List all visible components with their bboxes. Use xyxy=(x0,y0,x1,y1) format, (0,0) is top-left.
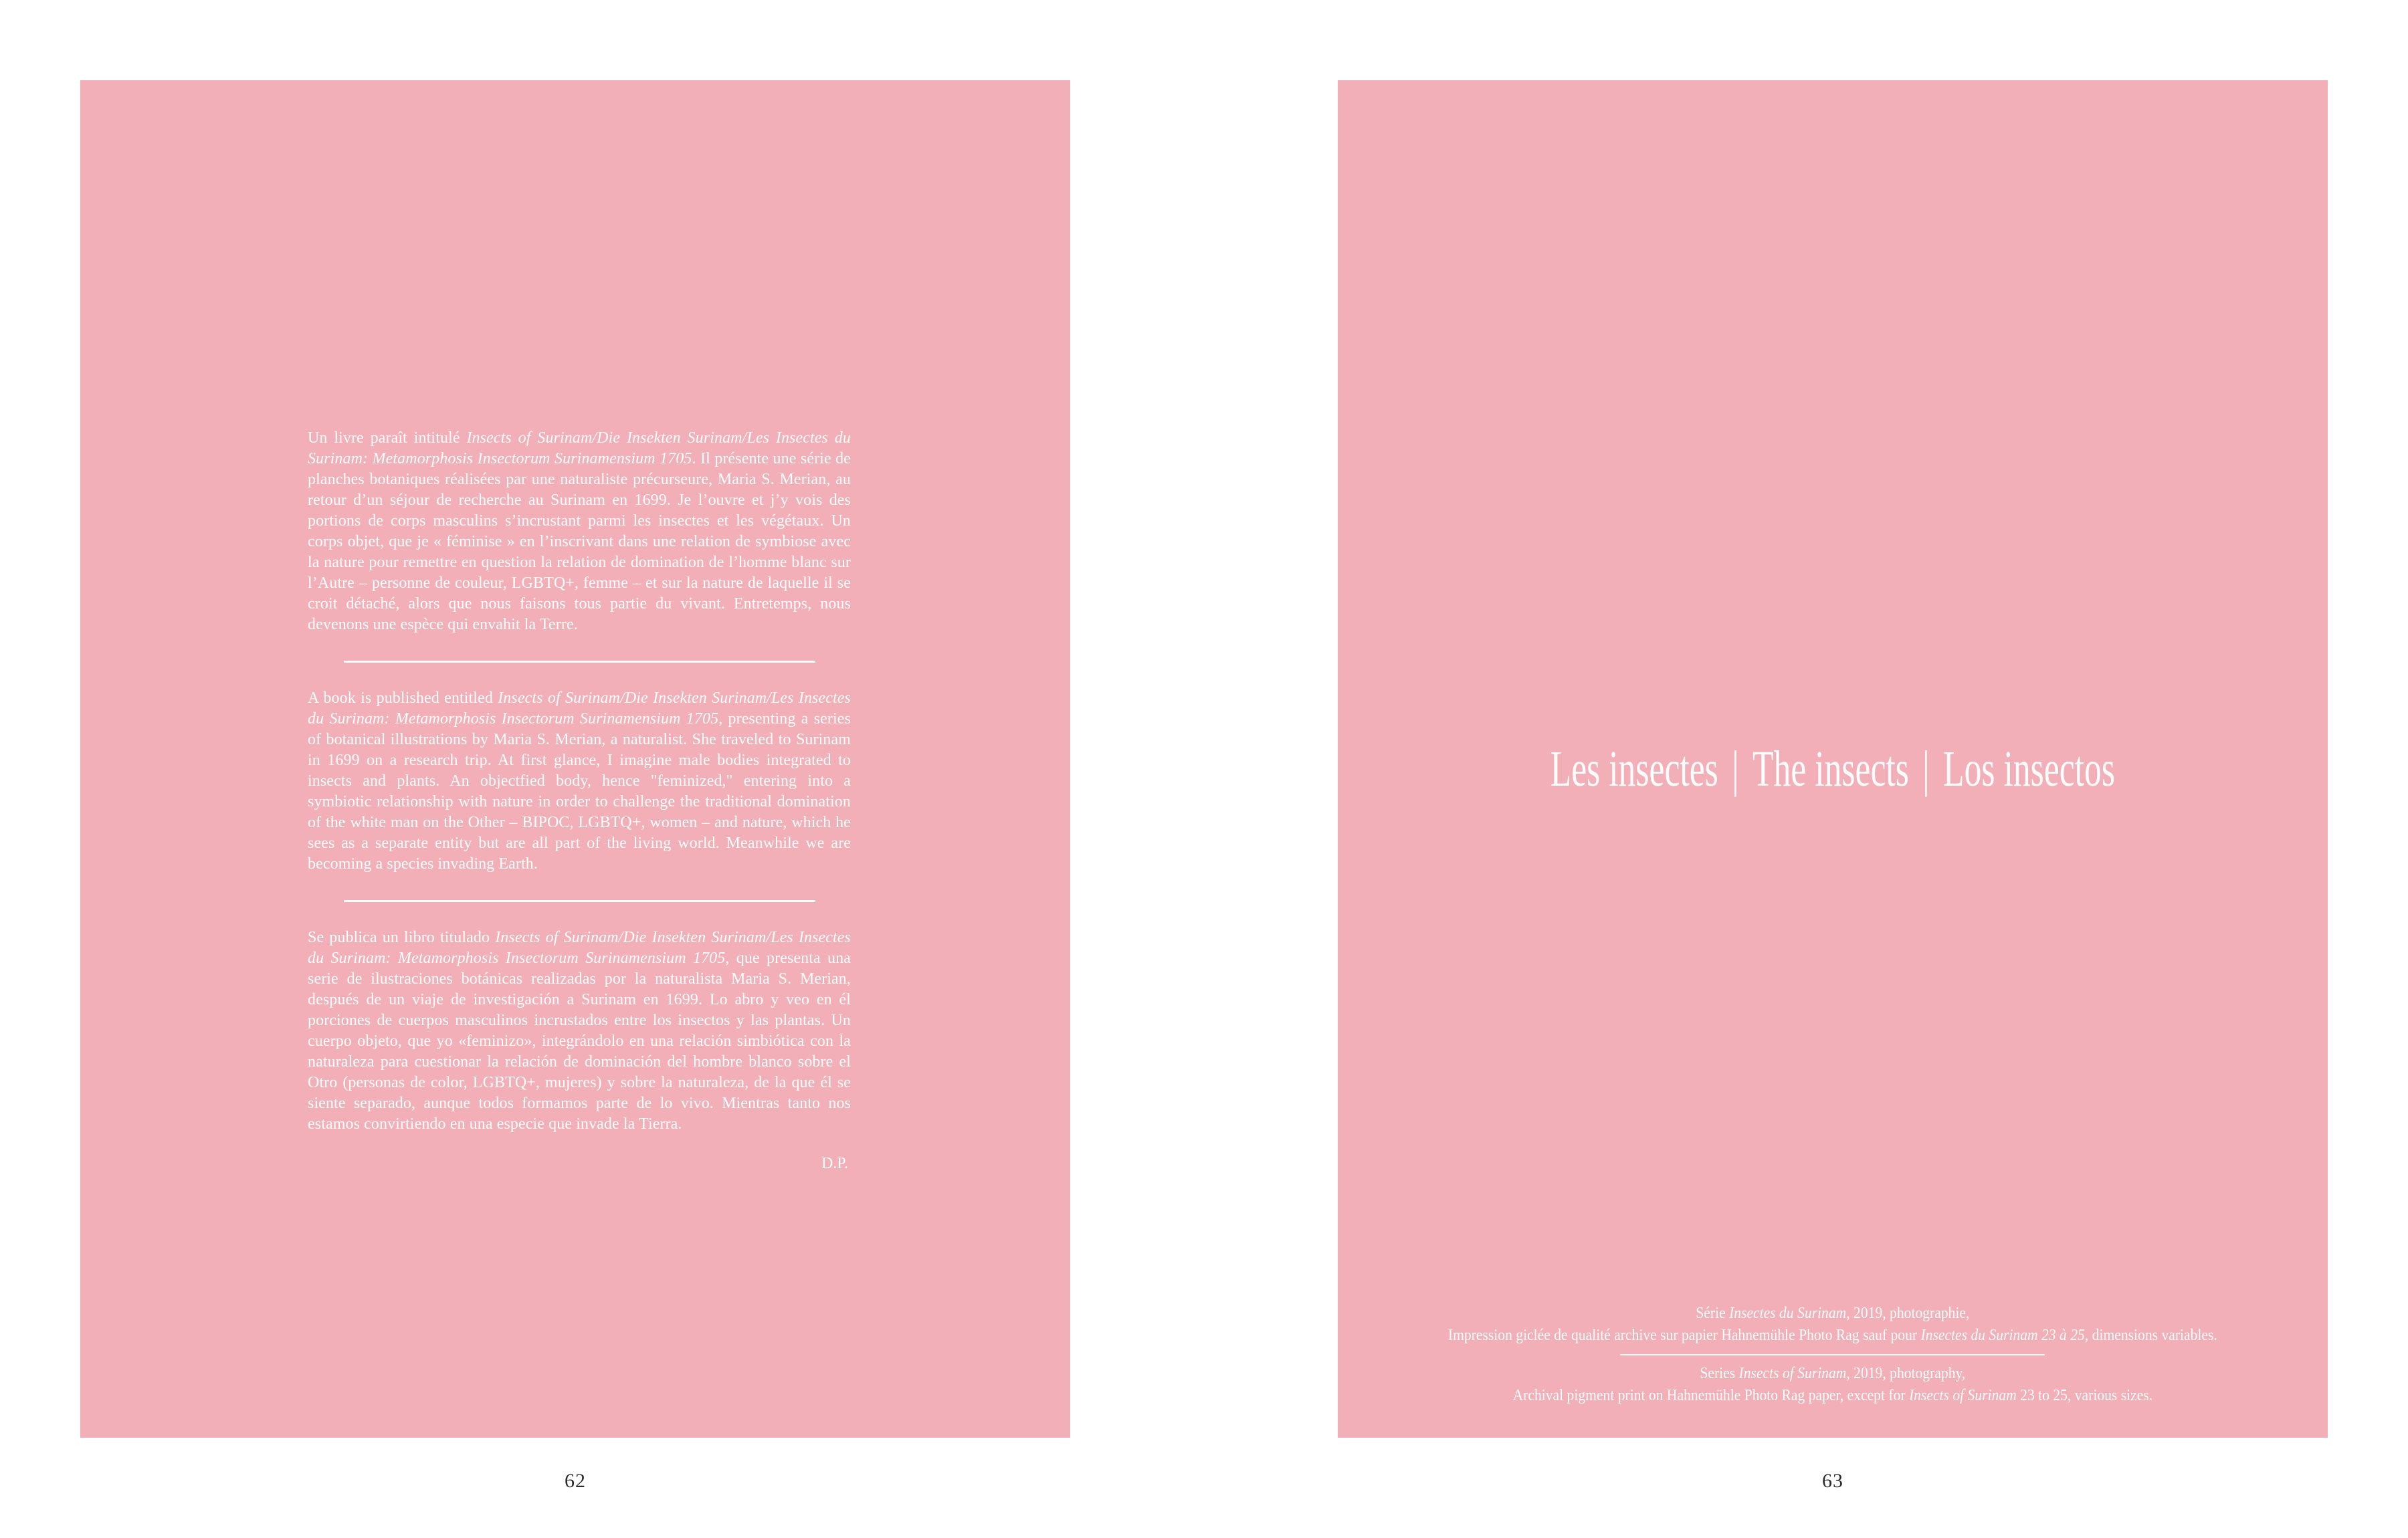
paragraph-spanish: Se publica un libro titulado Insects of Surinam/Die Insekten Surinam/Les Insectes du Surinam: Metamorphosis Insectorum Surinamensium 1705, que presenta una serie de ilustraciones botánicas realizadas por la naturalista Maria S. Merian, después de un viaje de investigación a Surinam en 1699. Lo abro y veo en él porciones de cuerpos masculinos incrustados entre los insectos y las plantas. Un cuerpo objeto, que yo «feminizo», integrándolo en una relación simbiótica con la naturaleza para cuestionar la relación de dominación del hombre blanco sobre el Otro (personas de color, LGBTQ+, mujeres) y sobre la naturaleza, de la que él se siente separado, aunque todos formamos parte de lo vivo. Mientras tanto nos estamos convirtiendo en una especie que invade la Tierra. xyxy=(308,929,851,1133)
series-caption-text xyxy=(1448,1303,2217,1407)
series-caption xyxy=(1338,1303,2328,1407)
title-separator-bar: | xyxy=(1732,741,1739,797)
caption-english-line2: Archival pigment print on Hahnemühle Photo Rag paper, except for Insects of Surinam 23 to 25, various sizes. xyxy=(1512,1387,2153,1404)
title-french: Les insectes xyxy=(1550,741,1718,797)
title-english: The insects xyxy=(1752,741,1910,797)
caption-french-line1: Série Insectes du Surinam, 2019, photographie, xyxy=(1696,1305,1970,1322)
title-spanish: Los insectos xyxy=(1943,741,2116,797)
page-number-right: 63 xyxy=(1822,1470,1843,1492)
caption-french-line2: Impression giclée de qualité archive sur papier Hahnemühle Photo Rag sauf pour Insectes du Surinam 23 à 25, dimensions variables. xyxy=(1448,1327,2217,1344)
chapter-title-text xyxy=(1550,732,2115,806)
paragraph-english: A book is published entitled Insects of Surinam/Die Insekten Surinam/Les Insectes du Surinam: Metamorphosis Insectorum Surinamensium 1705, presenting a series of botanical illustrations by Maria S. Merian, a naturalist. She traveled to Surinam in 1699 on a research trip. At first glance, I imagine male bodies integrated to insects and plants. An objectfied body, hence "feminized," entering into a symbiotic relationship with nature in order to challenge the traditional domination of the white man on the Other – BIPOC, LGBTQ+, women – and nature, which he sees as a separate entity but are all part of the living world. Meanwhile we are becoming a species invading Earth. xyxy=(308,689,851,873)
paragraph-french: Un livre paraît intitulé Insects of Surinam/Die Insekten Surinam/Les Insectes du Surinam: Metamorphosis Insectorum Surinamensium 1705. Il présente une série de planches botaniques réalisées par une naturaliste précurseure, Maria S. Merian, au retour d’un séjour de recherche au Surinam en 1699. Je l’ouvre et j’y vois des portions de corps masculins s’incrustant parmi les insectes et les végétaux. Un corps objet, que je « féminise » en l’inscrivant dans une relation de symbiose avec la nature pour remettre en question la relation de domination de l’homme blanc sur l’Autre – personne de couleur, LGBTQ+, femme – et sur la nature de laquelle il se croit détaché, alors que nous faisons tous partie du vivant. Entretemps, nous devenons une espèce qui envahit la Terre. xyxy=(308,429,851,633)
caption-divider-rule xyxy=(1621,1354,2045,1355)
right-page xyxy=(1338,80,2328,1438)
divider-rule xyxy=(344,661,815,663)
left-page-text-column xyxy=(308,428,851,1173)
left-page xyxy=(80,80,1070,1438)
chapter-title xyxy=(1338,732,2328,806)
divider-rule xyxy=(344,900,815,902)
caption-english-line1: Series Insects of Surinam, 2019, photography, xyxy=(1700,1365,1966,1382)
page-number-left: 62 xyxy=(565,1470,586,1492)
title-separator-bar: | xyxy=(1922,741,1930,797)
author-initials: D.P. xyxy=(821,1155,848,1172)
